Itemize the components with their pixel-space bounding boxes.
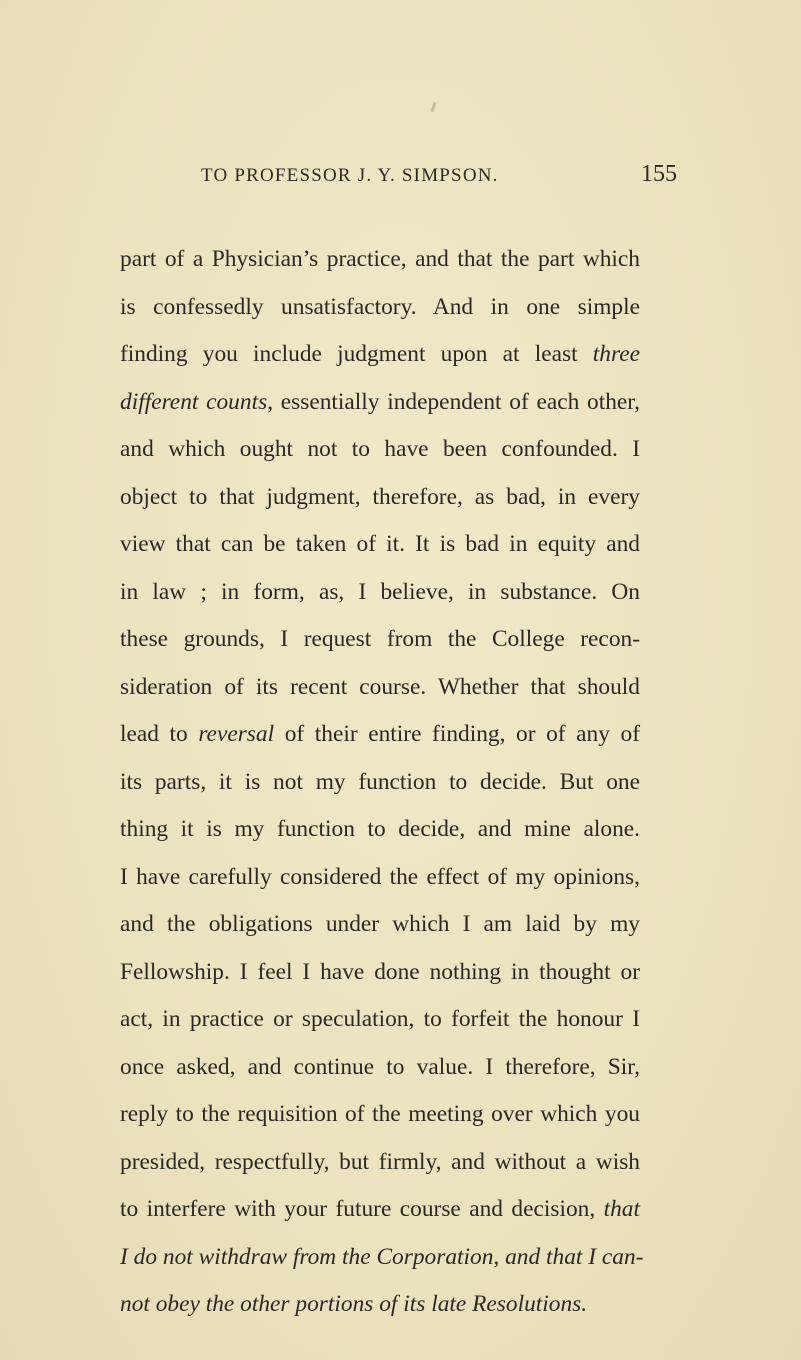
text-line: [120, 379, 640, 427]
text-segment: in law ; in form, as, I believe, in substance. On: [120, 578, 640, 605]
text-line: [120, 759, 640, 807]
text-segment: these grounds, I request from the College recon-: [120, 626, 640, 652]
text-line: [120, 1234, 644, 1282]
text-segment: I have carefully considered the effect of my opinions,: [120, 863, 640, 890]
text-line: [120, 569, 640, 617]
text-line: [120, 949, 640, 997]
text-line: [120, 1281, 640, 1329]
body-text: [120, 236, 644, 1329]
page-number: 155: [641, 161, 677, 187]
text-line: [120, 474, 640, 522]
text-segment: , essentially independent of each other,: [267, 388, 640, 415]
text-segment: of their entire finding, or of any of: [274, 721, 640, 747]
text-line: [120, 1091, 640, 1139]
text-segment: its parts, it is not my function to decide. But one: [120, 768, 640, 795]
text-line: [120, 426, 640, 474]
text-segment: once asked, and continue to value. I therefore, Sir,: [120, 1053, 640, 1080]
text-line: [120, 901, 640, 949]
text-line: [120, 521, 640, 569]
text-segment: is confessedly unsatisfactory. And in one simple: [120, 293, 640, 320]
text-line: [120, 616, 640, 664]
italic-text: three: [592, 341, 640, 367]
italic-text: different counts: [120, 388, 268, 415]
text-segment: view that can be taken of it. It is bad in equity and: [120, 531, 640, 557]
text-segment: presided, respectfully, but firmly, and without a wish: [120, 1148, 640, 1175]
text-line: [120, 236, 640, 284]
text-segment: and the obligations under which I am laid by my: [120, 911, 640, 937]
text-segment: reply to the requisition of the meeting over which you: [120, 1101, 640, 1127]
text-line: [120, 284, 640, 332]
text-segment: to interfere with your future course and decision,: [120, 1196, 604, 1222]
text-segment: thing it is my function to decide, and mine alone.: [120, 816, 640, 842]
text-line: [120, 711, 640, 759]
page-header: [0, 161, 801, 195]
text-line: [120, 664, 640, 712]
text-line: [120, 1139, 640, 1187]
text-line: [120, 331, 640, 379]
text-line: [120, 806, 640, 854]
text-segment: Fellowship. I feel I have done nothing in thought or: [120, 958, 640, 985]
running-title: TO PROFESSOR J. Y. SIMPSON.: [201, 165, 499, 186]
text-segment: object to that judgment, therefore, as bad, in every: [120, 483, 640, 510]
text-segment: part of a Physician’s practice, and that the part which: [120, 246, 640, 272]
text-line: [120, 1186, 640, 1234]
italic-text: reversal: [198, 721, 275, 747]
italic-text: not obey the other portions of its late Resolutions.: [120, 1291, 588, 1317]
text-segment: finding you include judgment upon at least: [120, 341, 593, 367]
text-segment: and which ought not to have been confounded. I: [120, 436, 640, 462]
italic-text: I do not withdraw from the Corporation, and that I can-: [120, 1243, 644, 1270]
italic-text: that: [603, 1196, 640, 1222]
text-segment: act, in practice or speculation, to forfeit the honour I: [120, 1006, 640, 1032]
text-line: [120, 854, 640, 902]
ink-mark: [430, 102, 436, 112]
text-line: [120, 996, 640, 1044]
text-line: [120, 1044, 640, 1092]
text-segment: sideration of its recent course. Whether that should: [120, 673, 640, 700]
text-segment: lead to: [120, 721, 199, 747]
